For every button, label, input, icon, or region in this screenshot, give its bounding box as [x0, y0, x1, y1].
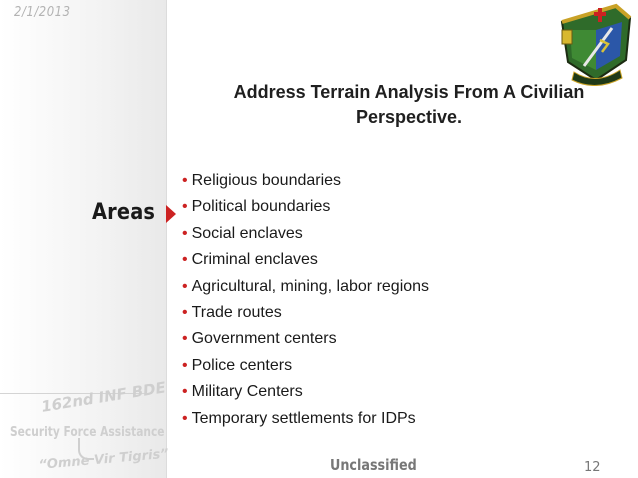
- unit-logo-name: 162nd INF BDE: [40, 378, 167, 416]
- bullet-dot-icon: •: [182, 198, 188, 216]
- bullet-dot-icon: •: [182, 172, 188, 189]
- area-label: Areas: [92, 200, 156, 225]
- bullet-item: • Criminal enclaves: [182, 251, 318, 269]
- bullet-dot-icon: •: [182, 330, 188, 348]
- bullet-dot-icon: •: [182, 303, 188, 321]
- bullet-dot-icon: •: [182, 251, 188, 269]
- bullet-dot-icon: •: [182, 277, 188, 295]
- slide-title-line-2: Perspective.: [355, 107, 463, 127]
- bullet-item: • Political boundaries: [182, 198, 331, 216]
- slide-date: 2/1/2013: [14, 5, 71, 20]
- bullet-item: • Police centers: [182, 356, 293, 374]
- unit-logo-motto: “Omne Vir Tigris”: [38, 446, 170, 473]
- unit-logo-mission: Security Force Assistance: [10, 425, 165, 440]
- classification-footer: Unclassified: [330, 456, 417, 474]
- red-triangle-pointer-icon: [166, 205, 176, 223]
- bullet-dot-icon: •: [182, 224, 188, 242]
- page-number: 12: [584, 460, 601, 475]
- unit-crest-icon: [556, 0, 636, 86]
- bullet-item: • Temporary settlements for IDPs: [182, 409, 416, 427]
- bullet-dot-icon: •: [182, 356, 188, 374]
- bullet-dot-icon: •: [182, 409, 188, 427]
- bullet-item: • Agricultural, mining, labor regions: [182, 277, 430, 295]
- slide-title-line-1: Address Terrain Analysis From A Civilian: [233, 82, 585, 102]
- slide-title: [196, 80, 622, 130]
- bullet-item: • Military Centers: [182, 383, 303, 401]
- bullet-dot-icon: •: [182, 383, 188, 401]
- bullet-item: • Social enclaves: [182, 224, 303, 242]
- bullet-item: • Trade routes: [182, 303, 282, 321]
- bullet-list: [182, 170, 429, 434]
- bullet-item: • Government centers: [182, 330, 337, 348]
- bullet-item: • Religious boundaries: [182, 172, 342, 189]
